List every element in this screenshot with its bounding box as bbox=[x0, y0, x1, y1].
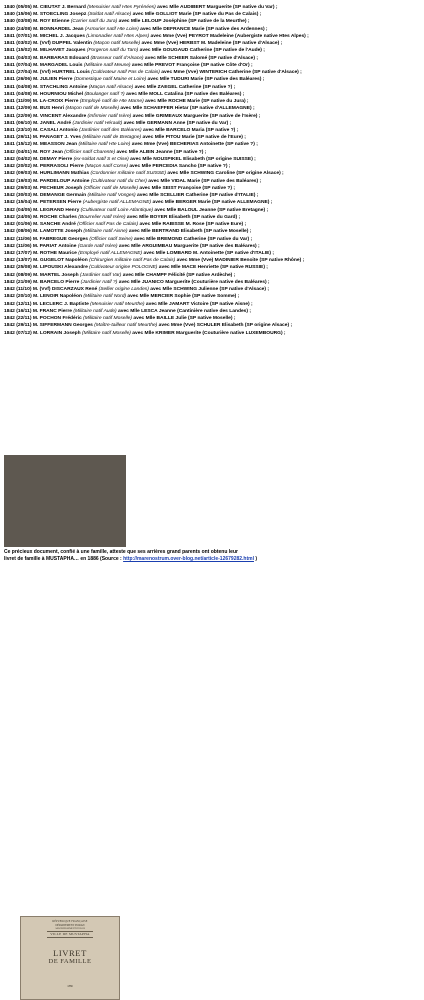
groom-name: M. PARDELOUP Antoine bbox=[33, 178, 90, 184]
groom-name: M. JULIEN Pierre bbox=[33, 77, 73, 83]
bride-info: avec Mlle AUDIBERT Marguerite (SP native du Var) ; bbox=[157, 5, 278, 10]
bride-info: avec Mlle PITOU Marie (SP native de l'Eure) ; bbox=[142, 135, 246, 141]
groom-info: (Carrier natif du Jura) bbox=[70, 19, 118, 25]
bride-info: avec Mlle RABISSE M. Rose (SP native Eure) ; bbox=[139, 222, 247, 228]
groom-name: M. LAMOTTE Joseph bbox=[33, 229, 83, 235]
marriage-entry bbox=[4, 55, 420, 62]
marriage-entry bbox=[4, 199, 420, 206]
marriage-entry bbox=[4, 33, 420, 40]
bride-info: avec Mlle GOUGAUD Catherine (SP native de l'Aude) ; bbox=[139, 48, 265, 54]
groom-info: (Militaire natif Moselle) bbox=[83, 316, 133, 322]
bride-info: avec Mlle BREMOND Catherine (SP native du Var) ; bbox=[133, 236, 253, 242]
marriage-entry bbox=[4, 113, 420, 120]
entry-date: 1841 (06/10) bbox=[4, 120, 32, 126]
marriage-entry bbox=[4, 84, 420, 91]
bride-info: avec Mme (Vve) MADINIER Benoite (SP native Rhône) ; bbox=[176, 258, 305, 264]
marriage-entry bbox=[4, 192, 420, 199]
groom-info: (Militaire natif Hte Loire) bbox=[78, 142, 131, 148]
bride-info: avec Mlle VIDAL Marie (SP native des Baléares) ; bbox=[148, 178, 262, 184]
bride-info: avec Mlle SEIST Françoise (SP native ?) ; bbox=[139, 185, 235, 191]
groom-info: (Militaire natif de Bretagne) bbox=[82, 135, 142, 141]
cover-subtitle: DE FAMILLE bbox=[48, 958, 92, 965]
groom-info: (Domestique natif Maine et Loire) bbox=[73, 77, 147, 83]
marriage-entry bbox=[4, 264, 420, 271]
groom-name: M. PERRASOLI Pierre bbox=[33, 164, 84, 170]
entry-date: 1841 (27/04) bbox=[4, 70, 32, 76]
groom-name: M. ROTHE Maurice bbox=[33, 250, 77, 256]
groom-info: (Officier natif Seine) bbox=[89, 236, 133, 242]
entry-date: 1842 (22/11) bbox=[4, 316, 32, 322]
entry-date: 1842 (30/03) bbox=[4, 193, 32, 199]
groom-name: M. PECHEUR Joseph bbox=[33, 185, 83, 191]
entry-date: 1842 (07/12) bbox=[4, 330, 32, 336]
marriage-entry bbox=[4, 279, 420, 286]
groom-name: M. POCHON Frédéric bbox=[32, 316, 82, 322]
bride-info: avec Mme (Vve) PEYROT Madeleine (Aubergiste native Htes Alpes) ; bbox=[150, 33, 309, 39]
groom-name: M. LIPOUSKI Alexandre bbox=[33, 265, 88, 271]
groom-name: M. DEMANGE Germain bbox=[33, 193, 87, 199]
bride-info: avec Mme (Vve) WINTERICH Catherine (SP native d'Alsace) ; bbox=[161, 70, 302, 76]
groom-name: M. BARBARAS Edouard bbox=[33, 55, 90, 61]
groom-info: (Menuisier natif Meurthe) bbox=[90, 301, 145, 307]
bride-info: avec Mlle SCELLIER Catherine (SP native d'ITALIE) ; bbox=[137, 193, 259, 199]
entry-date: 1842 (15/04) bbox=[4, 200, 32, 206]
bride-info: avec Mlle DEFRANCE Marie (SP native des Ardennes) ; bbox=[140, 26, 268, 32]
cover-republic: RÉPUBLIQUE FRANÇAISE bbox=[52, 920, 88, 923]
entry-date: 1841 (12/09) bbox=[4, 106, 32, 112]
bride-info: avec Mlle ZAEGEL Catherine (SP native ?) ; bbox=[134, 84, 236, 90]
entry-date: 1841 (07/01) bbox=[4, 33, 32, 39]
entry-date: 1841 (23/10) bbox=[4, 127, 32, 133]
marriage-entry bbox=[4, 76, 420, 83]
groom-info: (Employé natif de Hte Marne) bbox=[79, 99, 144, 105]
groom-name: M. MICHEL J. Jacques bbox=[33, 33, 85, 39]
marriage-entry bbox=[4, 272, 420, 279]
groom-info: (Maître-tailleur natif Meurthe) bbox=[94, 323, 158, 329]
bride-info: avec Mlle BARCELO Maria (SP native ?) ; bbox=[143, 127, 239, 133]
entry-date: 1842 (20/02) bbox=[4, 164, 32, 170]
groom-name: M. (Vvf) HURTREL Louis bbox=[33, 70, 90, 76]
marriage-entry bbox=[4, 11, 420, 18]
bride-info: avec Mlle MACE Henriette (SP native RUSSIE) ; bbox=[158, 265, 268, 271]
bride-info: avec Mlle JUANICO Marguerite (Couturière native des Baléares) ; bbox=[118, 279, 270, 285]
groom-info: (Boulanger natif ?) bbox=[84, 91, 125, 97]
bride-info: avec Mlle SCHWING Caroline (SP origine Alsace) ; bbox=[167, 171, 284, 177]
marriage-entry bbox=[4, 293, 420, 300]
groom-name: M. STOECLING Josepz bbox=[33, 12, 87, 18]
groom-info: (Jardinier natif Var) bbox=[80, 272, 122, 278]
marriage-entry bbox=[4, 163, 420, 170]
marriage-entry bbox=[4, 178, 420, 185]
groom-info: (Maçon natif Corse) bbox=[85, 164, 128, 170]
marriage-entry bbox=[4, 69, 420, 76]
entry-date: 1842 (12/11) bbox=[4, 301, 32, 307]
groom-info: (Armurier natif Hte Loire) bbox=[84, 26, 139, 32]
groom-name: M. STACHLING Antoine bbox=[33, 84, 88, 90]
groom-info: (Jardinier natif Hérault) bbox=[72, 120, 123, 126]
bride-info: avec Mlle SCHWING Julienne (SP native d'Alsace) ; bbox=[150, 287, 270, 293]
groom-name: M. (Vvf) DUPPEL Valentin bbox=[33, 41, 92, 47]
bride-info: avec Mlle BERGER Marie (SP native ALLEMAGNE) ; bbox=[152, 200, 273, 206]
groom-name: M. ROCHE Charles bbox=[33, 214, 77, 220]
entry-date: 1841 (07/04) bbox=[4, 62, 32, 68]
marriage-entry bbox=[4, 243, 420, 250]
livret-cover bbox=[20, 916, 120, 1000]
groom-name: M. ROY Etienne bbox=[33, 19, 70, 25]
entry-date: 1841 (15/02) bbox=[4, 48, 32, 54]
groom-name: M. HOURNIOU Michel bbox=[33, 91, 84, 97]
bride-info: avec Mlle BAILLE Julie (SP native Moselle) ; bbox=[133, 316, 236, 322]
marriage-entry bbox=[4, 127, 420, 134]
marriage-entry bbox=[4, 308, 420, 315]
entry-date: 1842 (20/10) bbox=[4, 294, 32, 300]
groom-info: (Soldat natif Alsace) bbox=[87, 12, 132, 18]
marriage-entry bbox=[4, 207, 420, 214]
groom-name: M. BUS Henri bbox=[33, 106, 65, 112]
groom-info: (Brasseur natif d'Alsace) bbox=[90, 55, 144, 61]
entry-date: 1841 (26/06) bbox=[4, 77, 32, 83]
marriage-entry bbox=[4, 322, 420, 329]
groom-name: M. (Vvf) DISCARZAUX René bbox=[32, 287, 98, 293]
entry-date: 1842 (09/03) bbox=[4, 171, 32, 177]
bride-info: avec Mme (Vve) BECHERIAS Antoinette (SP native ?) ; bbox=[131, 142, 258, 148]
groom-name: M. JANEL André bbox=[33, 120, 72, 126]
marriage-entry bbox=[4, 134, 420, 141]
groom-info: (Jardinier natif ?) bbox=[80, 279, 118, 285]
entry-date: 1842 (08/06) bbox=[4, 229, 32, 235]
entry-date: 1842 (25/08) bbox=[4, 265, 32, 271]
groom-info: (Bourrelier natif Isère) bbox=[78, 214, 126, 220]
marriage-entry bbox=[4, 40, 420, 47]
groom-name: M. MARGADEL Louis bbox=[33, 62, 83, 68]
cover-title: LIVRET bbox=[53, 948, 87, 958]
bride-info: avec Mlle BALOUL Jeanne (SP native Bretagne) ; bbox=[154, 207, 269, 213]
groom-info: (Militaire natif Meuse) bbox=[83, 62, 131, 68]
marriage-entry bbox=[4, 149, 420, 156]
marriage-entry bbox=[4, 330, 420, 337]
marriage-entry bbox=[4, 47, 420, 54]
bride-info: avec Mlle PERCEDIA Sancho (SP native ?) ; bbox=[129, 164, 231, 170]
bride-info: avec Mlle BOYER Elisabeth (SP native du Gard) ; bbox=[126, 214, 241, 220]
groom-info: (Officier natif Charente) bbox=[64, 149, 116, 155]
bride-info: avec Mlle GRIMEAUX Marguerite (SP native de l'Isère) ; bbox=[132, 113, 261, 119]
groom-name: M. FRANC Pierre bbox=[32, 308, 72, 314]
groom-info: (Cordonnier militaire natif SUISSE) bbox=[90, 171, 166, 177]
groom-name: M. MARTEL Joseph bbox=[33, 272, 79, 278]
marriage-entry bbox=[4, 156, 420, 163]
bride-info: avec Mlle MERCIER Sophie (SP native Somme) ; bbox=[127, 294, 240, 300]
groom-name: M. LA-CROIX Pierre bbox=[32, 99, 79, 105]
entry-date: 1842 (08/09) bbox=[4, 272, 32, 278]
bride-info: avec Mlle MOLL Catalina (SP native des Baléares) ; bbox=[126, 91, 245, 97]
cover-department: DÉPARTEMENT D'ORAN bbox=[55, 924, 85, 927]
photo-caption bbox=[4, 549, 420, 563]
bride-info: avec Mlle ROCHE Marie (SP native du Jura) ; bbox=[145, 99, 249, 105]
entry-date: 1842 (16/11) bbox=[4, 308, 32, 314]
bride-info: avec Mlle GERMANN Anne (SP native du Var) ; bbox=[123, 120, 232, 126]
groom-info: (Militaire natif Aude) bbox=[73, 308, 117, 314]
cover-arrondissement: ARRONDISSEMENT D'ORAN bbox=[54, 928, 86, 930]
bride-info: avec Mlle SCHEER Salomé (SP native d'Alsace) ; bbox=[144, 55, 258, 61]
marriage-entry bbox=[4, 105, 420, 112]
bride-info: avec Mlle KRIMER Marguerite (Couturière native LUXEMBOURG) ; bbox=[132, 330, 286, 336]
groom-info: (Chirurgien militaire natif Pas de Calais) bbox=[89, 258, 176, 264]
entry-date: 1841 (04/08) bbox=[4, 91, 32, 97]
groom-name: M. PARIAT Antoine bbox=[32, 243, 77, 249]
groom-info: (Jardinier natif des Baléares) bbox=[79, 127, 142, 133]
entry-date: 1842 (04/01) bbox=[4, 149, 32, 155]
groom-info: (Officier natif Pas de Calais) bbox=[77, 222, 139, 228]
groom-name: M. FABREGUE Georges bbox=[32, 236, 88, 242]
cover-rule bbox=[47, 937, 93, 938]
bride-info: avec Mlle GOLLIOT Marie (SP native du Pas de Calais) ; bbox=[132, 12, 262, 18]
marriage-entry bbox=[4, 170, 420, 177]
groom-name: M. MEASSON Jean bbox=[33, 142, 78, 148]
groom-name: M. BARCELO Pierre bbox=[33, 279, 80, 285]
marriage-entry bbox=[4, 286, 420, 293]
entry-date: 1842 (21/09) bbox=[4, 279, 32, 285]
groom-name: M. ROY Jean bbox=[33, 149, 63, 155]
caption-prefix: livret de famille à MUSTAPHA… en 1886 (Source : bbox=[4, 556, 124, 562]
bride-info: avec Mlle CHAMPF Félicité (SP native Ardèche) ; bbox=[122, 272, 236, 278]
groom-info: (Cultivateur natif Loire Atlantique) bbox=[80, 207, 154, 213]
entry-date: 1842 (19/03) bbox=[4, 178, 32, 184]
bride-info: avec Mlle ALBIN Jeanne (SP native ?) ; bbox=[116, 149, 207, 155]
groom-name: M. LORRAIN Joseph bbox=[33, 330, 81, 336]
marriage-entry bbox=[4, 91, 420, 98]
groom-name: M. PANAGET J. Yves bbox=[32, 135, 82, 141]
bride-info: avec Mlle ARGUIMBAU Marguerite (SP native des Baléares) ; bbox=[118, 243, 260, 249]
bride-info: avec Mlle LOMBARD M. Antoinette (SP native d'ITALIE) ; bbox=[143, 250, 274, 256]
entry-date: 1841 (03/02) bbox=[4, 41, 32, 47]
groom-info: (Cultivateur origine POLOGNE) bbox=[89, 265, 158, 271]
groom-info: (Garde natif Isère) bbox=[77, 243, 118, 249]
groom-name: M. HURLIMANN Mathias bbox=[33, 171, 90, 177]
groom-info: (Limonadier natif Htes Alpes) bbox=[86, 33, 150, 39]
entry-date: 1840 (24/08) bbox=[4, 26, 32, 32]
groom-info: (Menuisier natif Htes Pyrénées) bbox=[87, 5, 156, 10]
entry-date: 1840 (05/05) bbox=[4, 5, 32, 10]
marriage-entry bbox=[4, 120, 420, 127]
groom-info: (ex-soldat natif S et Oise) bbox=[73, 156, 129, 162]
entry-date: 1841 (29/11) bbox=[4, 135, 32, 141]
marriage-entry bbox=[4, 301, 420, 308]
marriage-entry bbox=[4, 185, 420, 192]
groom-info: (Cultivateur natif du Cher) bbox=[90, 178, 147, 184]
marriage-entry bbox=[4, 257, 420, 264]
entry-date: 1842 (11/06) bbox=[4, 243, 32, 249]
entry-date: 1841 (15/12) bbox=[4, 142, 32, 148]
entry-date: 1842 (24/05) bbox=[4, 214, 32, 220]
groom-info: (Militaire natif Aisne) bbox=[83, 229, 128, 235]
caption-line-1: Ce précieux document, confié à une famille, atteste que ses arrières grand parents ont obtenu leur bbox=[4, 549, 238, 555]
entry-date: 1842 (11/06) bbox=[4, 236, 32, 242]
groom-info: (Infirmier natif Isère) bbox=[87, 113, 132, 119]
groom-info: (Cultivateur natif Pas de Calais) bbox=[91, 70, 160, 76]
groom-name: M. PETERSEN Pierre bbox=[33, 200, 82, 206]
marriage-entry bbox=[4, 18, 420, 25]
bride-info: avec Mlle LELOUP Joséphine (SP native de la Meurthe) ; bbox=[118, 19, 250, 25]
groom-info: (Militaire natif Moselle) bbox=[82, 330, 131, 336]
entry-date: 1840 (15/06) bbox=[4, 12, 32, 18]
marriage-entry bbox=[4, 26, 420, 33]
marriage-entry bbox=[4, 221, 420, 228]
groom-name: M. LEGRAND Henry bbox=[33, 207, 80, 213]
entry-date: 1842 (29/03) bbox=[4, 185, 32, 191]
entry-date: 1842 (29/11) bbox=[4, 323, 32, 329]
entry-date: 1842 (17/07) bbox=[4, 250, 32, 256]
groom-name: M. DEMAY Pierre bbox=[33, 156, 73, 162]
entry-date: 1842 (13/07) bbox=[4, 258, 32, 264]
groom-info: (Sellier origine Landes) bbox=[98, 287, 149, 293]
groom-info: (Militaire natif Nord) bbox=[83, 294, 127, 300]
marriage-entry bbox=[4, 214, 420, 221]
bride-info: avec Mlle SCHAEFFER Hietar (SP native d'ALLEMAGNE) ; bbox=[120, 106, 255, 112]
groom-info: (Maçon natif Alsace) bbox=[88, 84, 134, 90]
bride-info: avec Mlle LESCA Jeanne (Cantinière native des Landes) ; bbox=[118, 308, 251, 314]
groom-info: (Militaire natif Vosges) bbox=[87, 193, 136, 199]
groom-info: (Employé natif ALLEMAGNE) bbox=[78, 250, 143, 256]
entry-date: 1841 (04/03) bbox=[4, 55, 32, 61]
groom-name: M. SIFFERMANN Georges bbox=[32, 323, 93, 329]
bride-info: avec Mlle PREVOT Françoise (SP native Côte d'Or) ; bbox=[131, 62, 253, 68]
marriage-list bbox=[4, 4, 420, 337]
entry-date: 1842 (11/10) bbox=[4, 287, 32, 293]
marriage-entry bbox=[4, 98, 420, 105]
entry-date: 1842 (01/06) bbox=[4, 222, 32, 228]
entry-date: 1841 (22/09) bbox=[4, 113, 32, 119]
groom-name: M. GUGELOT Napoléon bbox=[33, 258, 88, 264]
groom-info: (Officier natif de Moselle) bbox=[83, 185, 138, 191]
groom-info: (Forgeron natif du Tarn) bbox=[86, 48, 139, 54]
groom-name: M. LENOIR Napoléon bbox=[33, 294, 83, 300]
source-link[interactable]: http://marenostrum.over-blog.net/article-12679282.html bbox=[123, 556, 254, 562]
marriage-entry bbox=[4, 250, 420, 257]
groom-name: M. MILHAVET Jacques bbox=[33, 48, 86, 54]
bride-info: avec Mlle JAMART Victoire (SP native Aisne) ; bbox=[145, 301, 253, 307]
caption-line-2 bbox=[4, 556, 420, 563]
marriage-entry bbox=[4, 315, 420, 322]
groom-info: (Aubergiste natif ALLEMAGNE) bbox=[82, 200, 152, 206]
entry-date: 1841 (04/08) bbox=[4, 84, 32, 90]
cover-city: VILLE DE MUSTAPHA bbox=[50, 932, 90, 936]
entry-date: 1841 (11/09) bbox=[4, 99, 32, 105]
groom-name: M. SANCHE André bbox=[33, 222, 76, 228]
entry-date: 1842 (04/05) bbox=[4, 207, 32, 213]
groom-name: M. LECLERC J. Baptiste bbox=[32, 301, 89, 307]
entry-date: 1840 (03/08) bbox=[4, 19, 32, 25]
bride-info: avec Mlle BERTRAND Elisabeth (SP native Moselle) ; bbox=[128, 229, 252, 235]
marriage-entry bbox=[4, 236, 420, 243]
marriage-entry bbox=[4, 62, 420, 69]
entry-date: 1842 (04/02) bbox=[4, 156, 32, 162]
marriage-entry bbox=[4, 141, 420, 148]
marriage-entry bbox=[4, 228, 420, 235]
bride-info: avec Mlle NOUSPIKEL Elisabeth (SP origine SUISSE) ; bbox=[130, 156, 256, 162]
groom-name: M. VINCENT Alexandre bbox=[33, 113, 87, 119]
groom-name: M. CASALI Antonio bbox=[33, 127, 78, 133]
bride-info: avec Mlle TUDURI Marie (SP native des Baléares) ; bbox=[147, 77, 265, 83]
groom-info: (Maçon natif Moselle) bbox=[93, 41, 141, 47]
bride-info: avec Mme (Vve) HERBST M. Madeleine (SP native d'Alsace) ; bbox=[141, 41, 283, 47]
groom-info: (Maçon natif de Moselle) bbox=[65, 106, 119, 112]
groom-name: M. CIEUTAT J. Bernard bbox=[33, 5, 86, 10]
bride-info: avec Mme (Vve) SCHULER Elisabeth (SP origine Alsace) ; bbox=[158, 323, 293, 329]
cover-year: 1886 bbox=[67, 985, 73, 988]
groom-name: M. BONNARDEL Jean bbox=[33, 26, 84, 32]
caption-suffix: ) bbox=[253, 556, 258, 562]
marriage-entry bbox=[4, 4, 420, 11]
